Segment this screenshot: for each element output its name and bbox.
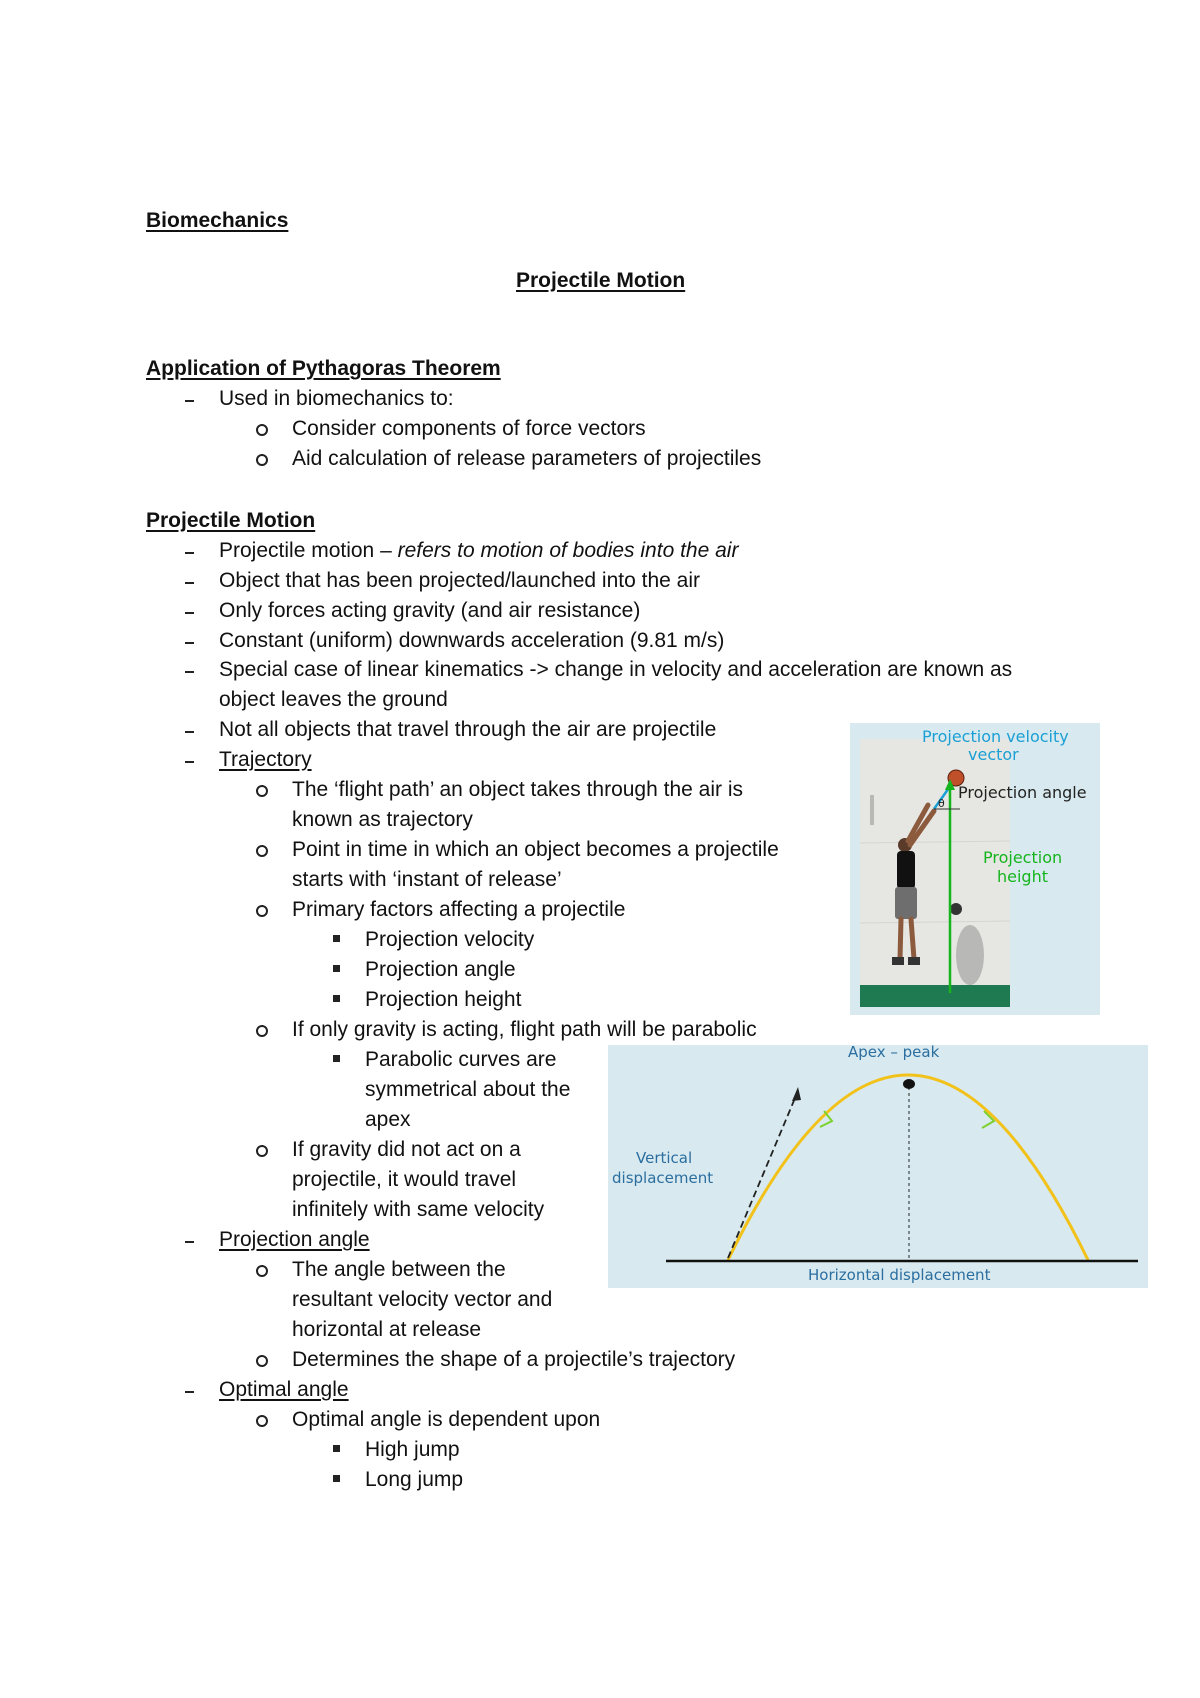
label-apex: Apex – peak	[848, 1045, 940, 1061]
list-item-continuation: known as trajectory	[292, 808, 473, 831]
section-heading-pythagoras: Application of Pythagoras Theorem	[146, 357, 501, 380]
circle-bullet-icon	[256, 1355, 268, 1367]
dash-bullet	[185, 1391, 194, 1393]
dash-bullet	[185, 642, 194, 644]
list-item: Not all objects that travel through the air are projectile	[219, 718, 717, 741]
list-item-continuation: starts with ‘instant of release’	[292, 868, 562, 891]
list-item: Optimal angle is dependent upon	[292, 1408, 601, 1431]
dash-bullet	[185, 1241, 194, 1243]
document-title: Biomechanics	[146, 209, 289, 232]
label-vector: vector	[968, 745, 1019, 764]
circle-bullet-icon	[256, 1145, 268, 1157]
dash-bullet	[185, 731, 194, 733]
ball-shadow-icon	[950, 903, 962, 915]
label-projection-velocity: Projection velocity	[922, 727, 1069, 746]
list-item: Used in biomechanics to:	[219, 387, 454, 410]
list-item: Projection height	[365, 988, 522, 1011]
shadow	[956, 925, 984, 985]
dash-bullet	[185, 671, 194, 673]
circle-bullet-icon	[256, 1415, 268, 1427]
list-item: Long jump	[365, 1468, 464, 1491]
list-item: Projection angle	[365, 958, 516, 981]
list-item: If only gravity is acting, flight path will be parabolic	[292, 1018, 757, 1041]
list-item: Consider components of force vectors	[292, 417, 646, 440]
angle-symbol: θ	[938, 797, 945, 810]
list-item: Object that has been projected/launched into the air	[219, 569, 700, 592]
list-item: Primary factors affecting a projectile	[292, 898, 626, 921]
square-bullet-icon	[333, 995, 340, 1002]
subheading-trajectory: Trajectory	[219, 748, 312, 771]
circle-bullet-icon	[256, 424, 268, 436]
label-vertical-2: displacement	[612, 1169, 714, 1187]
square-bullet-icon	[333, 1055, 340, 1062]
dash-bullet	[185, 761, 194, 763]
label-projection-angle: Projection angle	[958, 783, 1087, 802]
list-item-continuation: apex	[365, 1108, 411, 1131]
circle-bullet-icon	[256, 905, 268, 917]
list-item: Point in time in which an object becomes a projectile	[292, 838, 779, 861]
list-item-continuation: resultant velocity vector and	[292, 1288, 553, 1311]
list-item: Aid calculation of release parameters of projectiles	[292, 447, 762, 470]
list-item: High jump	[365, 1438, 460, 1461]
dash-bullet	[185, 612, 194, 614]
list-item: Only forces acting gravity (and air resistance)	[219, 599, 641, 622]
list-item-definition: Projectile motion – refers to motion of bodies into the air	[219, 539, 739, 562]
list-item: If gravity did not act on a	[292, 1138, 521, 1161]
label-projection-height-2: height	[997, 867, 1048, 886]
list-item-continuation: object leaves the ground	[219, 688, 448, 711]
list-item: Constant (uniform) downwards acceleration (9.81 m/s)	[219, 629, 725, 652]
list-item: The ‘flight path’ an object takes through the air is	[292, 778, 743, 801]
list-item: The angle between the	[292, 1258, 506, 1281]
dash-bullet	[185, 582, 194, 584]
circle-bullet-icon	[256, 785, 268, 797]
subheading-projection-angle: Projection angle	[219, 1228, 370, 1251]
apex-point-icon	[903, 1079, 915, 1089]
circle-bullet-icon	[256, 845, 268, 857]
page-heading: Projectile Motion	[516, 269, 686, 292]
court-floor	[860, 985, 1010, 1007]
list-item: Determines the shape of a projectile’s trajectory	[292, 1348, 736, 1371]
label-vertical-1: Vertical	[636, 1149, 693, 1167]
dash-bullet	[185, 400, 194, 402]
figure-projection-photo	[850, 723, 1100, 1015]
list-item: Parabolic curves are	[365, 1048, 557, 1071]
section-heading-projectile-motion: Projectile Motion	[146, 509, 316, 532]
list-item-continuation: infinitely with same velocity	[292, 1198, 545, 1221]
circle-bullet-icon	[256, 454, 268, 466]
subheading-optimal-angle: Optimal angle	[219, 1378, 349, 1401]
list-item-continuation: projectile, it would travel	[292, 1168, 517, 1191]
square-bullet-icon	[333, 1475, 340, 1482]
label-projection-height-1: Projection	[983, 848, 1063, 867]
square-bullet-icon	[333, 965, 340, 972]
photo-wall	[860, 739, 1010, 1007]
dash-bullet	[185, 552, 194, 554]
figure-trajectory-diagram	[608, 1045, 1148, 1288]
square-bullet-icon	[333, 1445, 340, 1452]
list-item: Special case of linear kinematics -> change in velocity and acceleration are known as	[219, 658, 1013, 681]
label-horizontal: Horizontal displacement	[808, 1266, 991, 1284]
circle-bullet-icon	[256, 1265, 268, 1277]
square-bullet-icon	[333, 935, 340, 942]
list-item-continuation: horizontal at release	[292, 1318, 482, 1341]
circle-bullet-icon	[256, 1025, 268, 1037]
list-item-continuation: symmetrical about the	[365, 1078, 571, 1101]
list-item: Projection velocity	[365, 928, 535, 951]
